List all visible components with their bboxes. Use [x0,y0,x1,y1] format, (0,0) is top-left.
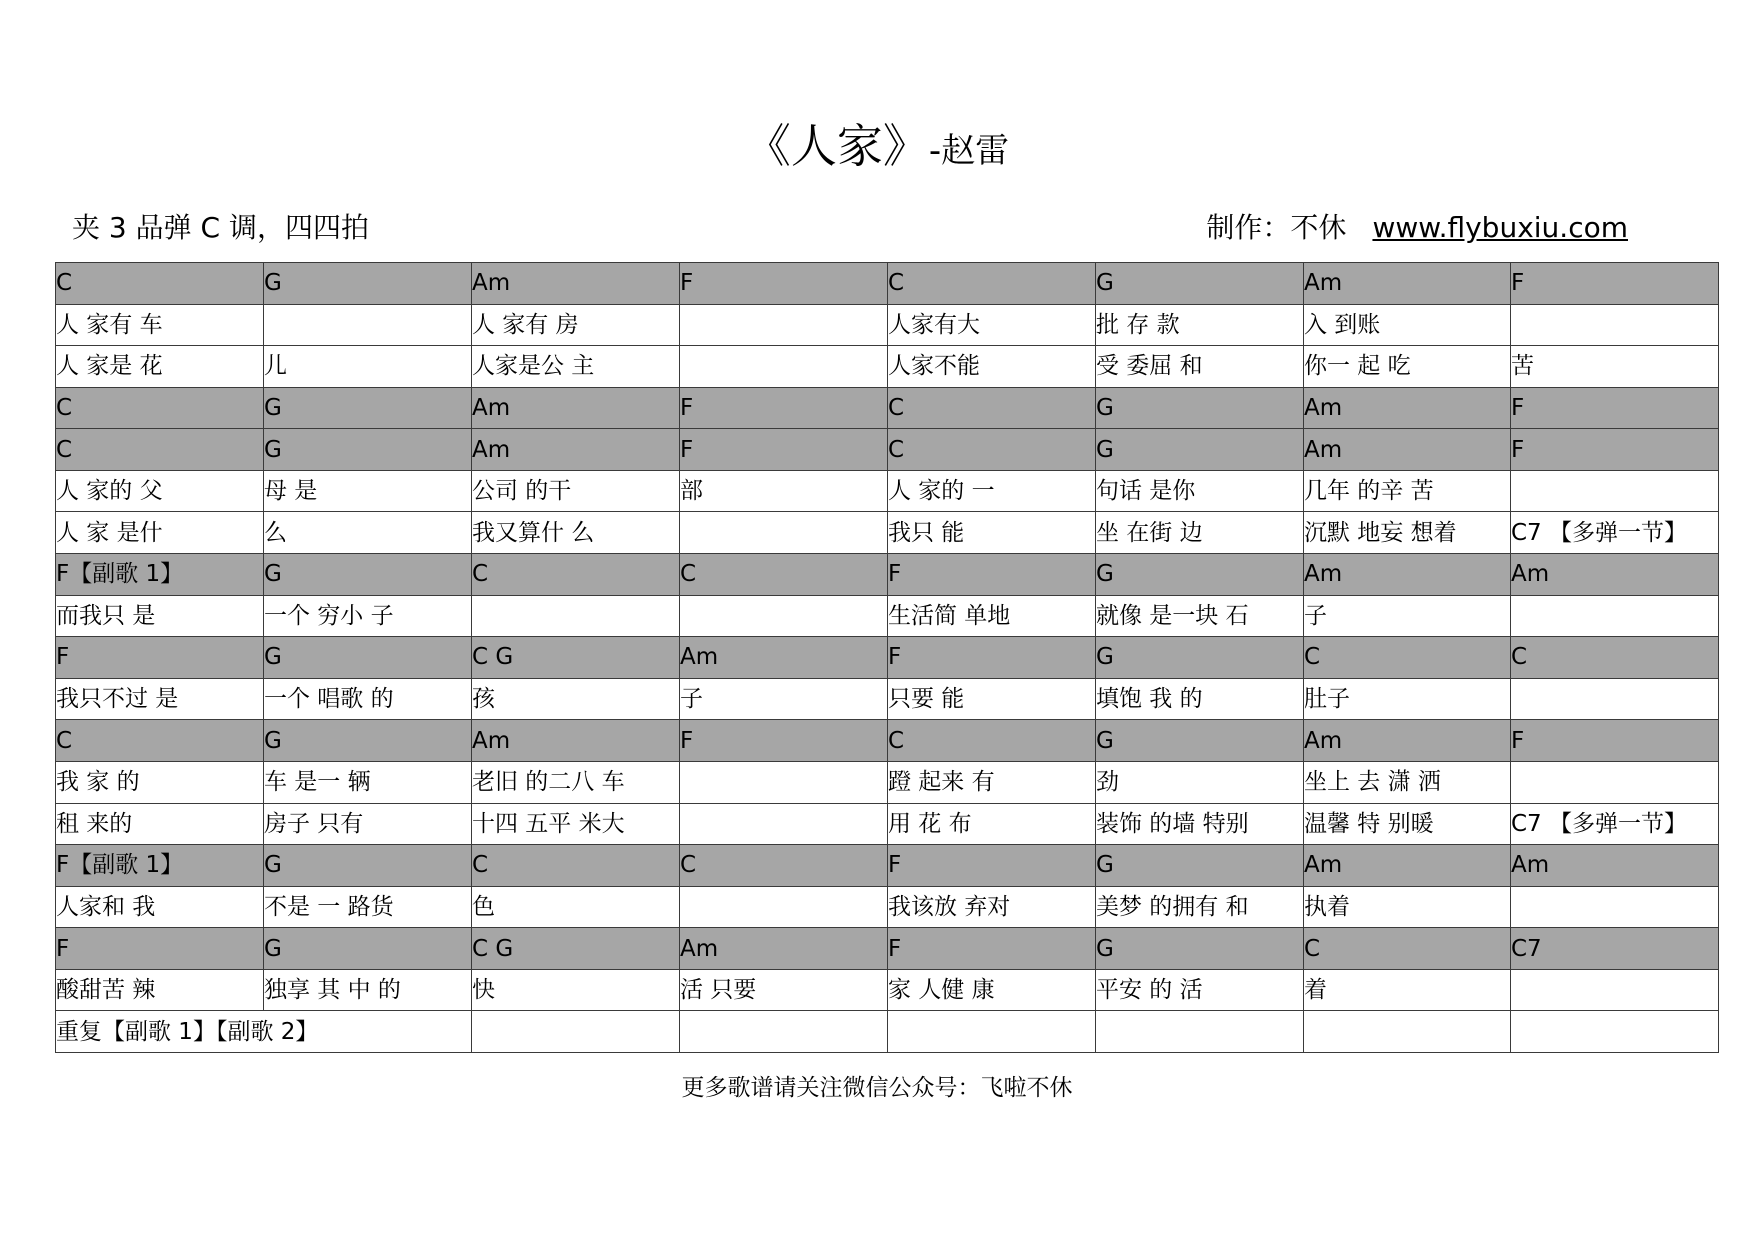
chord-cell: F [56,928,264,970]
lyric-cell [1511,761,1719,803]
chord-cell: C [56,429,264,471]
lyric-cell: 房子 只有 [264,803,472,845]
lyric-cell: 人家有大 [888,304,1096,346]
lyric-cell: C7 【多弹一节】 [1511,512,1719,554]
chord-cell: C [888,263,1096,305]
lyric-cell: 人家是公 主 [472,346,680,388]
chord-row [56,263,1719,305]
chord-cell: Am [1304,845,1511,887]
chord-cell: C [1511,637,1719,679]
chord-cell: C [888,720,1096,762]
lyric-cell: 句话 是你 [1096,470,1304,512]
chord-cell: F【副歌 1】 [56,554,264,596]
chord-cell: C [1304,637,1511,679]
chord-cell: F [680,429,888,471]
lyric-row [56,969,1719,1011]
lyric-cell: 子 [1304,595,1511,637]
lyric-cell: 人 家是 花 [56,346,264,388]
lyric-cell: 色 [472,886,680,928]
chord-row [56,637,1719,679]
lyric-cell: 部 [680,470,888,512]
lyric-row [56,595,1719,637]
lyric-cell: 我又算什 么 [472,512,680,554]
chord-cell: G [1096,429,1304,471]
lyric-cell: 你一 起 吃 [1304,346,1511,388]
song-title: 《人家》 [744,119,929,173]
chord-sheet-table [55,262,1719,1053]
chord-row [56,845,1719,887]
lyric-cell [1511,969,1719,1011]
chord-cell: C [56,720,264,762]
lyric-row [56,1011,1719,1053]
key-info: 夹 3 品弹 C 调，四四拍 [72,211,369,244]
lyric-cell: 一个 穷小 子 [264,595,472,637]
chord-cell: G [1096,554,1304,596]
chord-cell: C [472,554,680,596]
lyric-cell: 沉默 地妄 想着 [1304,512,1511,554]
lyric-cell: 坐 在街 边 [1096,512,1304,554]
lyric-cell: 平安 的 活 [1096,969,1304,1011]
chord-sheet-body [56,263,1719,1053]
lyric-cell: 我 家 的 [56,761,264,803]
lyric-cell [680,304,888,346]
song-title-line [0,118,1754,179]
chord-cell: Am [1304,554,1511,596]
lyric-cell: 儿 [264,346,472,388]
lyric-cell [1304,1011,1511,1053]
chord-cell: C [680,554,888,596]
chord-cell: C [56,387,264,429]
lyric-cell: 人 家 是什 [56,512,264,554]
lyric-cell: 酸甜苦 辣 [56,969,264,1011]
credits [1206,208,1628,248]
lyric-cell: 不是 一 路货 [264,886,472,928]
lyric-cell: C7 【多弹一节】 [1511,803,1719,845]
lyric-cell: 人 家的 父 [56,470,264,512]
lyric-cell [1511,678,1719,720]
lyric-cell: 重复【副歌 1】【副歌 2】 [56,1011,472,1053]
chord-cell: F [680,387,888,429]
chord-cell: Am [1511,845,1719,887]
lyric-cell: 批 存 款 [1096,304,1304,346]
chord-cell: Am [472,387,680,429]
lyric-cell [680,803,888,845]
chord-cell: F [1511,720,1719,762]
chord-cell: Am [680,928,888,970]
chord-cell: Am [1511,554,1719,596]
lyric-cell [1511,304,1719,346]
lyric-cell: 温馨 特 别暖 [1304,803,1511,845]
lyric-cell: 我只不过 是 [56,678,264,720]
lyric-cell [472,595,680,637]
lyric-cell: 生活简 单地 [888,595,1096,637]
lyric-cell: 活 只要 [680,969,888,1011]
lyric-cell: 填饱 我 的 [1096,678,1304,720]
chord-cell: F [888,845,1096,887]
chord-cell: Am [1304,263,1511,305]
lyric-cell: 肚子 [1304,678,1511,720]
chord-cell: F [680,263,888,305]
lyric-cell: 苦 [1511,346,1719,388]
lyric-cell: 只要 能 [888,678,1096,720]
lyric-cell: 受 委屈 和 [1096,346,1304,388]
chord-cell: G [264,263,472,305]
lyric-cell: 我只 能 [888,512,1096,554]
lyric-cell: 入 到账 [1304,304,1511,346]
lyric-cell: 人家和 我 [56,886,264,928]
lyric-row [56,346,1719,388]
lyric-cell [472,1011,680,1053]
chord-cell: G [1096,928,1304,970]
chord-cell: G [264,845,472,887]
lyric-cell: 人 家有 房 [472,304,680,346]
chord-cell: F [888,928,1096,970]
footer-note: 更多歌谱请关注微信公众号：飞啦不休 [681,1075,1073,1101]
lyric-cell [680,346,888,388]
lyric-row [56,761,1719,803]
lyric-cell: 独享 其 中 的 [264,969,472,1011]
lyric-cell: 劲 [1096,761,1304,803]
chord-cell: Am [1304,387,1511,429]
lyric-cell: 孩 [472,678,680,720]
chord-cell: C [888,387,1096,429]
chord-cell: F [680,720,888,762]
chord-cell: C [472,845,680,887]
chord-cell: F [1511,263,1719,305]
lyric-cell [680,512,888,554]
lyric-cell [680,595,888,637]
lyric-cell: 家 人健 康 [888,969,1096,1011]
lyric-cell: 蹬 起来 有 [888,761,1096,803]
lyric-cell: 老旧 的二八 车 [472,761,680,803]
lyric-cell: 快 [472,969,680,1011]
lyric-cell [1511,595,1719,637]
lyric-row [56,470,1719,512]
lyric-cell: 而我只 是 [56,595,264,637]
lyric-cell [888,1011,1096,1053]
chord-cell: F [888,637,1096,679]
lyric-cell: 人 家的 一 [888,470,1096,512]
lyric-cell: 几年 的辛 苦 [1304,470,1511,512]
lyric-cell [680,761,888,803]
lyric-row [56,678,1719,720]
lyric-row [56,886,1719,928]
chord-cell: C7 [1511,928,1719,970]
lyric-cell [264,304,472,346]
lyric-cell [1511,470,1719,512]
chord-cell: G [1096,720,1304,762]
chord-cell: F [1511,387,1719,429]
credit-author: 制作：不休 [1206,211,1347,244]
chord-row [56,429,1719,471]
lyric-cell: 母 是 [264,470,472,512]
lyric-cell: 美梦 的拥有 和 [1096,886,1304,928]
lyric-cell [1511,1011,1719,1053]
lyric-cell: 坐上 去 潇 洒 [1304,761,1511,803]
lyric-cell: 执着 [1304,886,1511,928]
chord-cell: Am [1304,720,1511,762]
chord-cell: C [680,845,888,887]
chord-row [56,387,1719,429]
chord-cell: C G [472,637,680,679]
chord-cell: G [1096,637,1304,679]
lyric-cell: 装饰 的墙 特别 [1096,803,1304,845]
chord-cell: C [888,429,1096,471]
chord-cell: G [264,554,472,596]
lyric-cell [680,1011,888,1053]
chord-cell: G [1096,845,1304,887]
artist-name: -赵雷 [928,131,1010,171]
chord-cell: G [264,429,472,471]
lyric-cell: 车 是一 辆 [264,761,472,803]
lyric-cell: 子 [680,678,888,720]
chord-cell: F【副歌 1】 [56,845,264,887]
lyric-cell: 公司 的干 [472,470,680,512]
lyric-row [56,512,1719,554]
chord-cell: G [264,387,472,429]
chord-cell: G [1096,387,1304,429]
chord-cell: C [56,263,264,305]
chord-cell: G [1096,263,1304,305]
lyric-row [56,803,1719,845]
lyric-cell: 租 来的 [56,803,264,845]
lyric-cell: 一个 唱歌 的 [264,678,472,720]
chord-row [56,928,1719,970]
chord-row [56,554,1719,596]
lyric-cell: 么 [264,512,472,554]
chord-cell: C [1304,928,1511,970]
lyric-cell [680,886,888,928]
lyric-row [56,304,1719,346]
lyric-cell: 人 家有 车 [56,304,264,346]
chord-cell: G [264,720,472,762]
chord-cell: Am [472,263,680,305]
lyric-cell [1511,886,1719,928]
chord-cell: F [1511,429,1719,471]
lyric-cell: 着 [1304,969,1511,1011]
lyric-cell: 人家不能 [888,346,1096,388]
chord-cell: C G [472,928,680,970]
chord-cell: F [56,637,264,679]
chord-cell: Am [1304,429,1511,471]
chord-cell: Am [680,637,888,679]
chord-cell: G [264,637,472,679]
chord-cell: G [264,928,472,970]
chord-cell: Am [472,720,680,762]
lyric-cell [1096,1011,1304,1053]
chord-row [56,720,1719,762]
chord-cell: F [888,554,1096,596]
website-link[interactable]: www.flybuxiu.com [1372,211,1628,244]
lyric-cell: 我该放 弃对 [888,886,1096,928]
lyric-cell: 就像 是一块 石 [1096,595,1304,637]
chord-cell: Am [472,429,680,471]
lyric-cell: 十四 五平 米大 [472,803,680,845]
lyric-cell: 用 花 布 [888,803,1096,845]
